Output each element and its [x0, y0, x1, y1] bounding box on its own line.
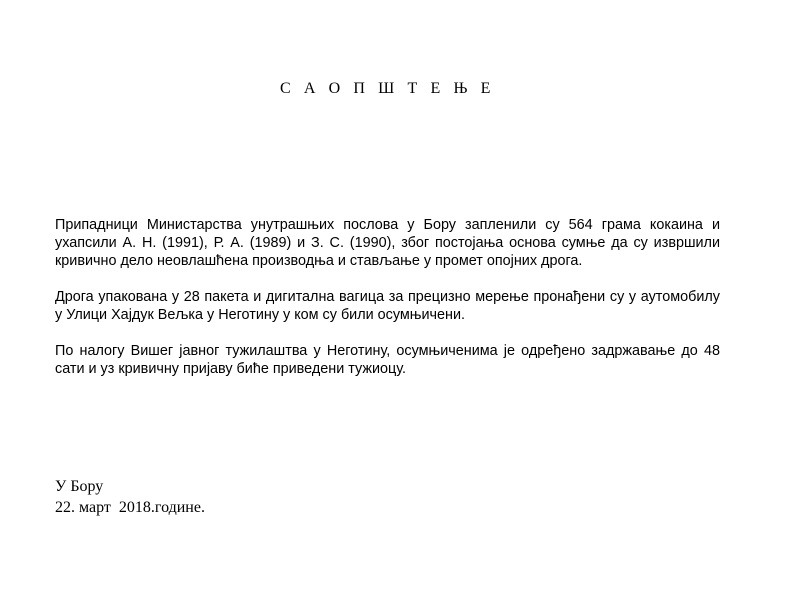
paragraph-detention: По налогу Вишег јавног тужилаштва у Неготину, осумњиченима је одређено задржавање до 48 сати и уз кривичну пријаву биће приведени тужиоцу. — [55, 343, 720, 377]
paragraph-arrest: Припадници Министарства унутрашњих послова у Бору запленили су 564 грама кокаина и ухапсили А. Н. (1991), Р. А. (1989) и З. С. (1990), због постојања основа сумње да су извршили кривично дело неовлашћена производња и стављање у промет опојних дрога. — [55, 217, 720, 269]
date-line: 22. март 2018.године. — [55, 499, 205, 516]
place-line: У Бору — [55, 478, 104, 495]
document-body — [55, 216, 720, 396]
paragraph-evidence: Дрога упакована у 28 пакета и дигитална вагица за прецизно мерење пронађени су у аутомобилу у Улици Хајдук Вељка у Неготину у ком су били осумњичени. — [55, 289, 720, 323]
document-title: С А О П Ш Т Е Њ Е — [280, 80, 495, 97]
signature-block — [55, 476, 205, 518]
